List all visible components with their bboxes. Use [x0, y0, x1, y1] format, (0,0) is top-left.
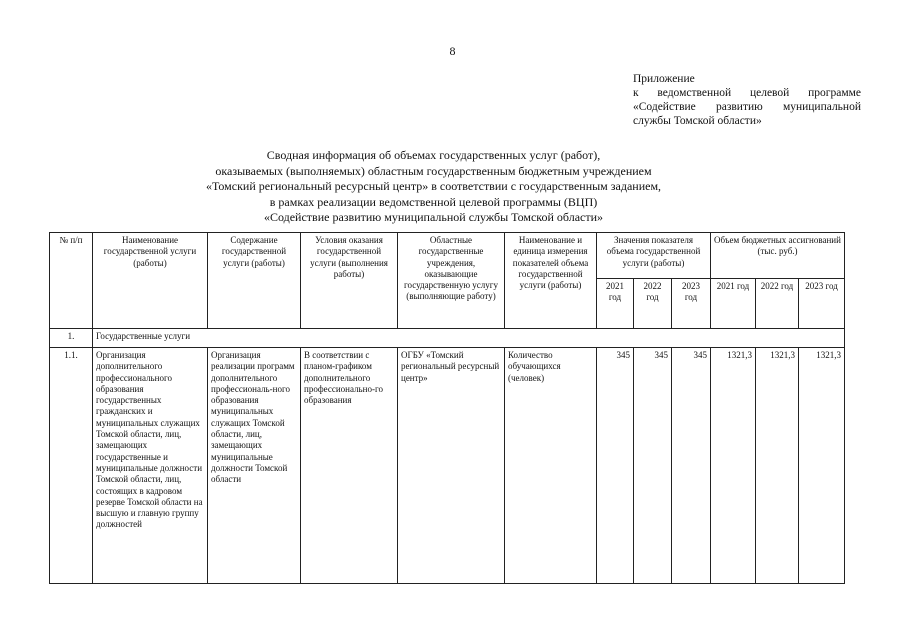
appendix-line-3: службы Томской области» — [633, 115, 762, 127]
row-budget-2022: 1321,3 — [756, 348, 799, 584]
header-year-value-2023: 2023 год — [672, 279, 711, 329]
row-budget-2021: 1321,3 — [711, 348, 756, 584]
section-num: 1. — [50, 329, 93, 348]
row-value-2021: 345 — [597, 348, 634, 584]
row-budget-2023: 1321,3 — [799, 348, 845, 584]
page-number: 8 — [449, 44, 456, 58]
table-row — [50, 348, 845, 584]
header-service-name: Наименование государственной услуги (работы) — [93, 233, 208, 329]
header-year-budget-2022: 2022 год — [756, 279, 799, 329]
appendix-line-2: «Содействие развитию муниципальной — [633, 101, 861, 113]
row-value-2023: 345 — [672, 348, 711, 584]
appendix-title: Приложение — [633, 73, 695, 85]
appendix-line-1: к ведомственной целевой программе — [633, 87, 861, 99]
header-indicator: Наименование и единица измерения показателей объема государственной услуги (работы) — [505, 233, 597, 329]
row-institution: ОГБУ «Томский региональный ресурсный центр» — [398, 348, 505, 584]
header-year-value-2021: 2021 год — [597, 279, 634, 329]
appendix-block — [633, 72, 861, 128]
section-row — [50, 329, 845, 348]
row-value-2022: 345 — [634, 348, 672, 584]
row-num: 1.1. — [50, 348, 93, 584]
header-values-group: Значения показателя объема государственной услуги (работы) — [597, 233, 711, 279]
title-line-2: оказываемых (выполняемых) областным государственным бюджетным учреждением — [215, 163, 652, 178]
row-indicator: Количество обучающихся (человек) — [505, 348, 597, 584]
row-conditions: В соответствии с планом-графиком дополнительного профессионально-го образования — [301, 348, 398, 584]
title-line-5: «Содействие развитию муниципальной службы Томской области» — [263, 210, 604, 224]
header-year-budget-2021: 2021 год — [711, 279, 756, 329]
header-row-1 — [50, 233, 845, 279]
header-service-content: Содержание государственной услуги (работы) — [208, 233, 301, 329]
row-service-content: Организация реализации программ дополнительного профессиональ-ного образования муниципальных служащих Томской области, лиц, замещающих муниципальные должности Томской области — [208, 348, 301, 584]
services-table — [49, 232, 845, 584]
header-institutions: Областные государственные учреждения, оказывающие государственную услугу (выполняющие работу) — [398, 233, 505, 329]
document-title — [0, 148, 905, 226]
title-line-4: в рамках реализации ведомственной целевой программы (ВЦП) — [269, 194, 598, 209]
title-line-1: Сводная информация об объемах государственных услуг (работ), — [266, 148, 601, 162]
title-line-3: «Томский региональный ресурсный центр» в соответствии с государственным заданием, — [205, 179, 662, 193]
header-conditions: Условия оказания государственной услуги (выполнения работы) — [301, 233, 398, 329]
header-budget-group: Объем бюджетных ассигнований (тыс. руб.) — [711, 233, 845, 279]
header-num: № п/п — [50, 233, 93, 329]
header-year-budget-2023: 2023 год — [799, 279, 845, 329]
row-service-name: Организация дополнительного профессионального образования государственных гражданских и муниципальных служащих Томской области, лиц, замещающих государственные и муниципальные должности Томской области, лиц, состоящих в кадровом резерве Томской области на высшую и главную группу должностей — [93, 348, 208, 584]
header-year-value-2022: 2022 год — [634, 279, 672, 329]
section-label: Государственные услуги — [93, 329, 845, 348]
